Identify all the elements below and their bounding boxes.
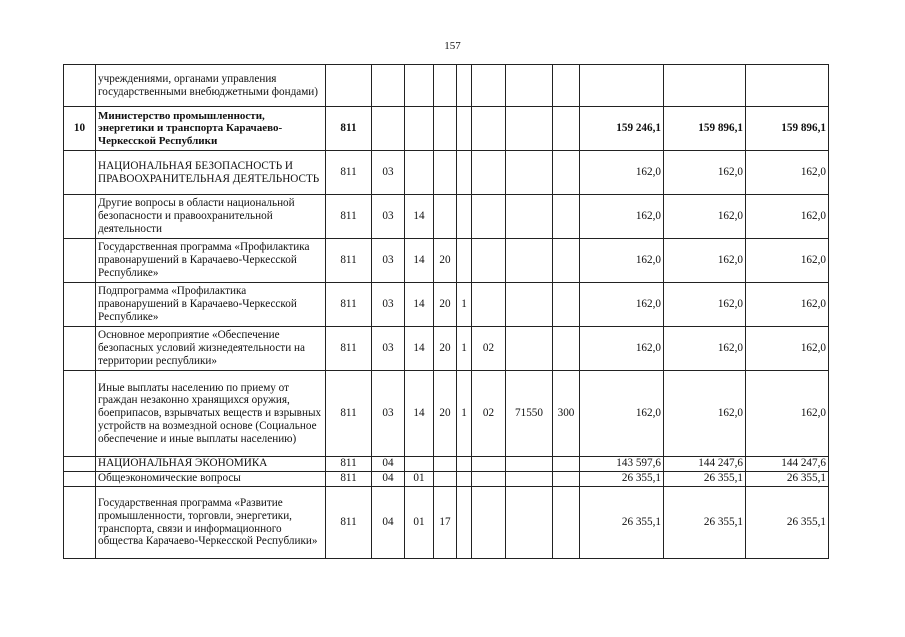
- sum-year-2-cell: 26 355,1: [664, 472, 746, 487]
- sum-year-1-cell: 162,0: [580, 283, 664, 327]
- sum-year-3-cell: 162,0: [746, 195, 829, 239]
- csr-event-cell: [472, 239, 506, 283]
- row-number-cell: 10: [64, 107, 96, 151]
- pr-cell: 14: [405, 327, 434, 371]
- table-row: [64, 283, 829, 327]
- csr-event-cell: [472, 487, 506, 559]
- csr-subprogram-cell: [457, 151, 472, 195]
- rz-cell: 03: [372, 195, 405, 239]
- ved-cell: 811: [326, 327, 372, 371]
- csr-subprogram-cell: [457, 472, 472, 487]
- csr-event-cell: [472, 457, 506, 472]
- sum-year-2-cell: 26 355,1: [664, 487, 746, 559]
- csr-program-cell: 17: [434, 487, 457, 559]
- csr-direction-cell: [506, 65, 553, 107]
- sum-year-2-cell: 162,0: [664, 151, 746, 195]
- csr-direction-cell: 71550: [506, 371, 553, 457]
- csr-program-cell: [434, 457, 457, 472]
- csr-program-cell: [434, 195, 457, 239]
- csr-subprogram-cell: [457, 457, 472, 472]
- row-number-cell: [64, 327, 96, 371]
- pr-cell: 01: [405, 487, 434, 559]
- row-number-cell: [64, 283, 96, 327]
- vr-cell: [553, 65, 580, 107]
- rz-cell: [372, 65, 405, 107]
- pr-cell: [405, 457, 434, 472]
- csr-subprogram-cell: [457, 239, 472, 283]
- row-number-cell: [64, 371, 96, 457]
- pr-cell: 14: [405, 283, 434, 327]
- vr-cell: [553, 472, 580, 487]
- rz-cell: 03: [372, 283, 405, 327]
- vr-cell: [553, 107, 580, 151]
- sum-year-2-cell: 162,0: [664, 283, 746, 327]
- pr-cell: 14: [405, 195, 434, 239]
- ved-cell: 811: [326, 239, 372, 283]
- sum-year-2-cell: [664, 65, 746, 107]
- ved-cell: 811: [326, 107, 372, 151]
- sum-year-2-cell: 162,0: [664, 239, 746, 283]
- csr-program-cell: 20: [434, 327, 457, 371]
- row-name-cell: учреждениями, органами управления государственными внебюджетными фондами): [96, 65, 326, 107]
- ved-cell: 811: [326, 487, 372, 559]
- row-number-cell: [64, 487, 96, 559]
- sum-year-3-cell: 26 355,1: [746, 472, 829, 487]
- sum-year-2-cell: 162,0: [664, 371, 746, 457]
- pr-cell: 14: [405, 371, 434, 457]
- ved-cell: 811: [326, 283, 372, 327]
- vr-cell: [553, 283, 580, 327]
- table-row: [64, 195, 829, 239]
- sum-year-3-cell: [746, 65, 829, 107]
- row-name-cell: Основное мероприятие «Обеспечение безопасных условий жизнедеятельности на территории республики»: [96, 327, 326, 371]
- vr-cell: [553, 239, 580, 283]
- csr-event-cell: [472, 107, 506, 151]
- csr-event-cell: 02: [472, 327, 506, 371]
- sum-year-3-cell: 162,0: [746, 371, 829, 457]
- sum-year-1-cell: 159 246,1: [580, 107, 664, 151]
- csr-event-cell: 02: [472, 371, 506, 457]
- pr-cell: 01: [405, 472, 434, 487]
- row-number-cell: [64, 65, 96, 107]
- csr-direction-cell: [506, 487, 553, 559]
- row-name-cell: Иные выплаты населению по приему от граждан незаконно хранящихся оружия, боеприпасов, взрывчатых веществ и взрывных устройств на возмездной основе (Социальное обеспечение и иные выплаты населению): [96, 371, 326, 457]
- row-number-cell: [64, 151, 96, 195]
- table-row: [64, 107, 829, 151]
- csr-subprogram-cell: 1: [457, 371, 472, 457]
- sum-year-3-cell: 26 355,1: [746, 487, 829, 559]
- row-name-cell: НАЦИОНАЛЬНАЯ БЕЗОПАСНОСТЬ И ПРАВООХРАНИТЕЛЬНАЯ ДЕЯТЕЛЬНОСТЬ: [96, 151, 326, 195]
- vr-cell: 300: [553, 371, 580, 457]
- csr-program-cell: 20: [434, 371, 457, 457]
- vr-cell: [553, 487, 580, 559]
- vr-cell: [553, 195, 580, 239]
- pr-cell: 14: [405, 239, 434, 283]
- row-number-cell: [64, 472, 96, 487]
- csr-direction-cell: [506, 457, 553, 472]
- csr-event-cell: [472, 151, 506, 195]
- table-row: [64, 472, 829, 487]
- csr-subprogram-cell: [457, 487, 472, 559]
- ved-cell: 811: [326, 195, 372, 239]
- sum-year-1-cell: 162,0: [580, 239, 664, 283]
- sum-year-1-cell: 162,0: [580, 195, 664, 239]
- csr-subprogram-cell: [457, 65, 472, 107]
- rz-cell: 03: [372, 151, 405, 195]
- csr-program-cell: 20: [434, 239, 457, 283]
- row-name-cell: Подпрограмма «Профилактика правонарушений в Карачаево-Черкесской Республике»: [96, 283, 326, 327]
- csr-direction-cell: [506, 107, 553, 151]
- row-name-cell: Общеэкономические вопросы: [96, 472, 326, 487]
- rz-cell: 04: [372, 487, 405, 559]
- row-name-cell: Государственная программа «Профилактика правонарушений в Карачаево-Черкесской Республике»: [96, 239, 326, 283]
- csr-subprogram-cell: 1: [457, 283, 472, 327]
- csr-program-cell: 20: [434, 283, 457, 327]
- ved-cell: [326, 65, 372, 107]
- rz-cell: [372, 107, 405, 151]
- ved-cell: 811: [326, 457, 372, 472]
- csr-direction-cell: [506, 283, 553, 327]
- row-name-cell: Государственная программа «Развитие промышленности, торговли, энергетики, транспорта, связи и информационного общества Карачаево-Черкесской Республики»: [96, 487, 326, 559]
- sum-year-3-cell: 162,0: [746, 327, 829, 371]
- csr-event-cell: [472, 65, 506, 107]
- csr-program-cell: [434, 472, 457, 487]
- csr-subprogram-cell: [457, 195, 472, 239]
- vr-cell: [553, 327, 580, 371]
- sum-year-3-cell: 144 247,6: [746, 457, 829, 472]
- row-number-cell: [64, 457, 96, 472]
- sum-year-1-cell: 162,0: [580, 151, 664, 195]
- csr-event-cell: [472, 283, 506, 327]
- csr-direction-cell: [506, 327, 553, 371]
- rz-cell: 03: [372, 371, 405, 457]
- rz-cell: 03: [372, 239, 405, 283]
- row-number-cell: [64, 239, 96, 283]
- sum-year-1-cell: [580, 65, 664, 107]
- vr-cell: [553, 457, 580, 472]
- sum-year-1-cell: 162,0: [580, 371, 664, 457]
- csr-subprogram-cell: 1: [457, 327, 472, 371]
- csr-direction-cell: [506, 195, 553, 239]
- sum-year-1-cell: 143 597,6: [580, 457, 664, 472]
- sum-year-2-cell: 144 247,6: [664, 457, 746, 472]
- sum-year-1-cell: 162,0: [580, 327, 664, 371]
- sum-year-2-cell: 159 896,1: [664, 107, 746, 151]
- table-row: [64, 487, 829, 559]
- csr-direction-cell: [506, 239, 553, 283]
- sum-year-3-cell: 162,0: [746, 151, 829, 195]
- sum-year-3-cell: 159 896,1: [746, 107, 829, 151]
- table-row: [64, 457, 829, 472]
- sum-year-3-cell: 162,0: [746, 283, 829, 327]
- sum-year-2-cell: 162,0: [664, 327, 746, 371]
- csr-event-cell: [472, 195, 506, 239]
- table-row: [64, 239, 829, 283]
- csr-program-cell: [434, 107, 457, 151]
- csr-program-cell: [434, 65, 457, 107]
- budget-table: [63, 64, 829, 559]
- ved-cell: 811: [326, 371, 372, 457]
- vr-cell: [553, 151, 580, 195]
- rz-cell: 03: [372, 327, 405, 371]
- ved-cell: 811: [326, 151, 372, 195]
- sum-year-2-cell: 162,0: [664, 195, 746, 239]
- csr-program-cell: [434, 151, 457, 195]
- row-number-cell: [64, 195, 96, 239]
- pr-cell: [405, 107, 434, 151]
- csr-event-cell: [472, 472, 506, 487]
- table-row: [64, 65, 829, 107]
- table-row: [64, 327, 829, 371]
- pr-cell: [405, 65, 434, 107]
- ved-cell: 811: [326, 472, 372, 487]
- pr-cell: [405, 151, 434, 195]
- row-name-cell: Министерство промышленности, энергетики и транспорта Карачаево-Черкесской Республики: [96, 107, 326, 151]
- page-number: 157: [444, 40, 461, 52]
- csr-direction-cell: [506, 472, 553, 487]
- table-row: [64, 151, 829, 195]
- sum-year-3-cell: 162,0: [746, 239, 829, 283]
- row-name-cell: НАЦИОНАЛЬНАЯ ЭКОНОМИКА: [96, 457, 326, 472]
- rz-cell: 04: [372, 457, 405, 472]
- sum-year-1-cell: 26 355,1: [580, 487, 664, 559]
- csr-direction-cell: [506, 151, 553, 195]
- sum-year-1-cell: 26 355,1: [580, 472, 664, 487]
- table-row: [64, 371, 829, 457]
- rz-cell: 04: [372, 472, 405, 487]
- row-name-cell: Другие вопросы в области национальной безопасности и правоохранительной деятельности: [96, 195, 326, 239]
- csr-subprogram-cell: [457, 107, 472, 151]
